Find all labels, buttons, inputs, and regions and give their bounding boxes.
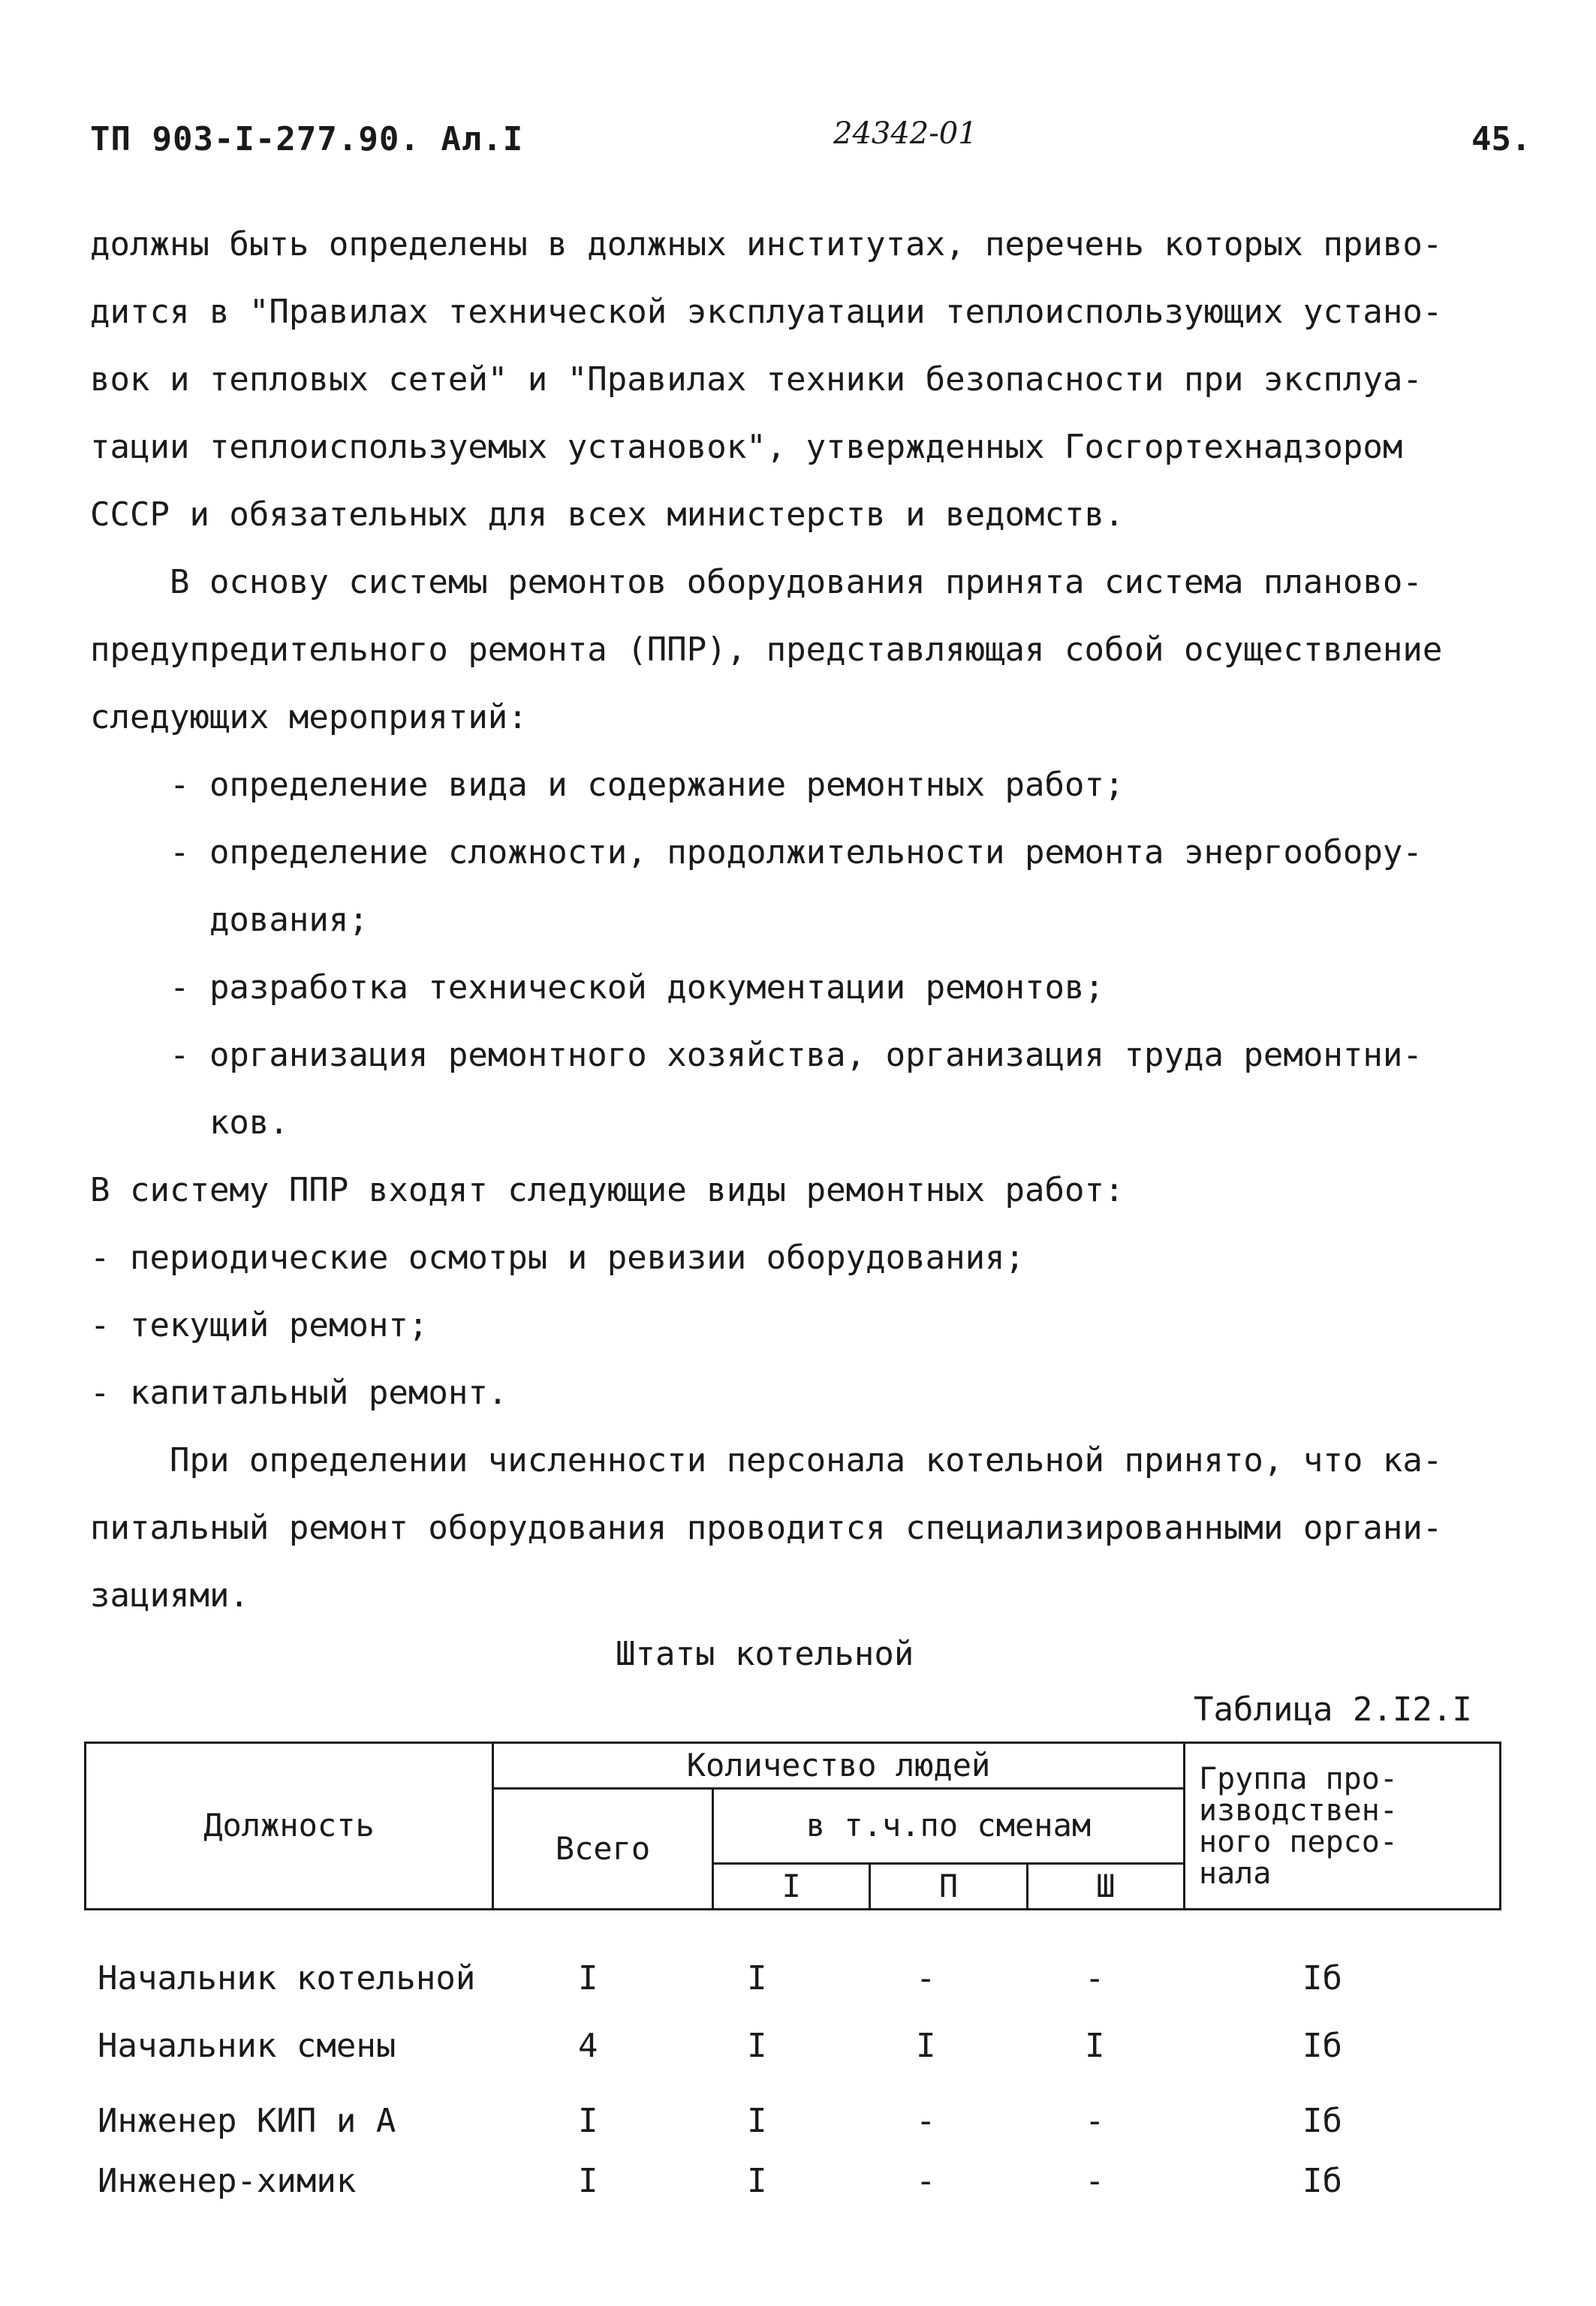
header-by-shift: в т.ч.по сменам	[713, 1789, 1185, 1864]
body-line: СССР и обязательных для всех министерств и ведомств.	[90, 495, 1125, 534]
cell-group: Iб	[1302, 1959, 1342, 1997]
list-item: ков.	[90, 1103, 289, 1142]
body-line: питальный ремонт оборудования проводится специализированными органи-	[90, 1509, 1443, 1547]
cell-shift-1: I	[747, 2027, 767, 2065]
list-item: дования;	[90, 901, 369, 939]
body-line: зациями.	[90, 1576, 249, 1615]
list-item: - периодические осмотры и ревизии оборудования;	[90, 1239, 1025, 1277]
body-line: В основу системы ремонтов оборудования принята система планово-	[90, 563, 1423, 601]
header-shift-1: I	[713, 1863, 870, 1909]
cell-shift-2: -	[916, 2162, 936, 2200]
document-code: ТП 903-I-277.90. Ал.I	[90, 120, 524, 158]
header-group: Группа про- изводствен- ного персо- нала	[1185, 1743, 1501, 1910]
body-line: В систему ППР входят следующие виды ремонтных работ:	[90, 1171, 1125, 1209]
cell-group: Iб	[1302, 2102, 1342, 2140]
body-line: должны быть определены в должных институтах, перечень которых приво-	[90, 225, 1443, 263]
cell-group: Iб	[1302, 2162, 1342, 2200]
cell-shift-1: I	[747, 2162, 767, 2200]
header-total: Всего	[493, 1789, 713, 1910]
cell-total: 4	[578, 2027, 598, 2065]
body-line: тации теплоиспользуемых установок", утвержденных Госгортехнадзором	[90, 428, 1403, 466]
header-position: Должность	[86, 1743, 493, 1910]
table-header	[84, 1742, 1501, 1910]
cell-total: I	[578, 2162, 598, 2200]
list-item: - организация ремонтного хозяйства, организация труда ремонтни-	[90, 1036, 1423, 1074]
cell-total: I	[578, 2102, 598, 2140]
list-item: - текущий ремонт;	[90, 1306, 429, 1344]
table-caption: Штаты котельной	[616, 1635, 914, 1673]
body-line: следующих мероприятий:	[90, 698, 528, 736]
list-item: - определение сложности, продолжительности ремонта энергообору-	[90, 833, 1423, 872]
cell-shift-3: -	[1085, 2102, 1105, 2140]
cell-shift-2: -	[916, 2102, 936, 2140]
body-line: вок и тепловых сетей" и "Правилах техники безопасности при эксплуа-	[90, 360, 1423, 399]
cell-total: I	[578, 1959, 598, 1997]
header-count: Количество людей	[493, 1743, 1185, 1789]
cell-position: Начальник котельной	[98, 1959, 476, 1997]
list-item: - разработка технической документации ремонтов;	[90, 968, 1105, 1007]
cell-shift-1: I	[747, 1959, 767, 1997]
handwritten-number: 24342-01	[833, 116, 977, 151]
list-item: - капитальный ремонт.	[90, 1374, 508, 1412]
cell-group: Iб	[1302, 2027, 1342, 2065]
cell-position: Инженер-химик	[98, 2162, 357, 2200]
cell-shift-3: -	[1085, 1959, 1105, 1997]
cell-position: Начальник смены	[98, 2027, 396, 2065]
table-number: Таблица 2.I2.I	[1194, 1690, 1472, 1729]
header-shift-3: Ш	[1027, 1863, 1184, 1909]
cell-shift-3: -	[1085, 2162, 1105, 2200]
header-shift-2: П	[870, 1863, 1027, 1909]
cell-shift-3: I	[1085, 2027, 1105, 2065]
cell-position: Инженер КИП и А	[98, 2102, 396, 2140]
list-item: - определение вида и содержание ремонтных работ;	[90, 766, 1125, 804]
body-line: При определении численности персонала котельной принято, что ка-	[90, 1441, 1443, 1480]
body-line: предупредительного ремонта (ППР), представляющая собой осуществление	[90, 631, 1443, 669]
cell-shift-2: -	[916, 1959, 936, 1997]
cell-shift-1: I	[747, 2102, 767, 2140]
cell-shift-2: I	[916, 2027, 936, 2065]
body-line: дится в "Правилах технической эксплуатации теплоиспользующих устано-	[90, 293, 1443, 331]
page-number: 45.	[1471, 120, 1531, 158]
